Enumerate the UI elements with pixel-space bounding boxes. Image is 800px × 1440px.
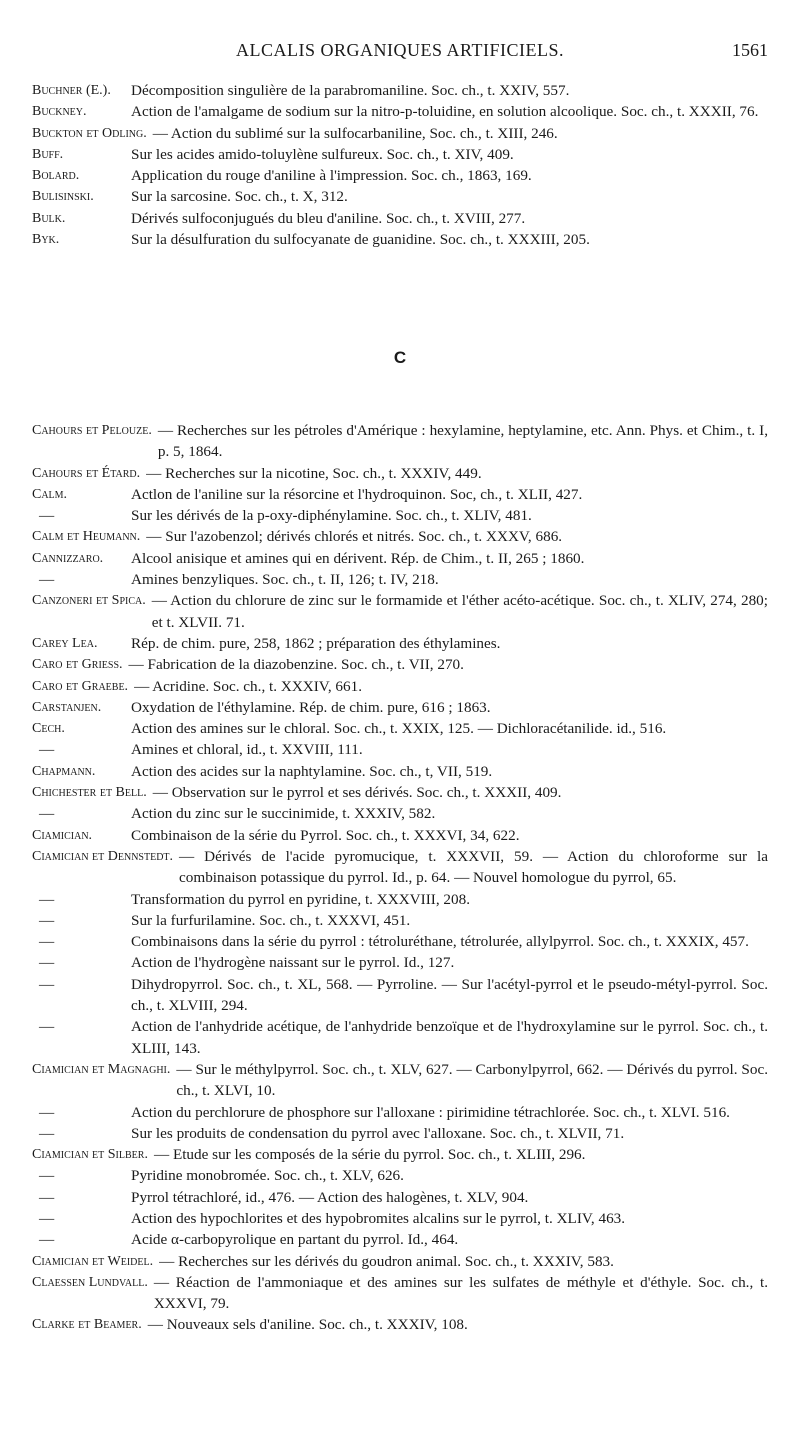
bibliography-entry [32, 101, 768, 122]
entries-c [32, 420, 768, 1336]
entry-author: Ciamician et Silber. [32, 1147, 148, 1163]
bibliography-entry [32, 1102, 768, 1123]
entry-text: — Réaction de l'ammoniaque et des amines sur les sulfates de méthyle et d'éthyle. Soc. ch., t. XXXVI, 79. [153, 1273, 768, 1313]
entry-author: Chapmann. [32, 763, 96, 779]
entry-author: Cahours et Pelouze. [32, 423, 152, 438]
bibliography-entry [32, 1059, 768, 1102]
entry-text: Sur les dérivés de la p-oxy-diphénylamine. Soc. ch., t. XLIV, 481. [131, 507, 532, 525]
entry-text: Sur la sarcosine. Soc. ch., t. X, 312. [131, 188, 348, 206]
bibliography-entry [32, 974, 768, 1017]
bibliography-entry [32, 739, 768, 760]
bibliography-entry [32, 484, 768, 505]
entry-text: — Sur le méthylpyrrol. Soc. ch., t. XLV, 627. — Carbonylpyrrol, 662. — Dérivés du pyrrol. Soc. ch., t. XLVI, 10. [176, 1060, 768, 1100]
entry-text: Amines benzyliques. Soc. ch., t. II, 126; t. IV, 218. [131, 571, 439, 589]
entry-author: Buff. [32, 146, 64, 162]
entry-text: — Action du chlorure de zinc sur le formamide et l'éther acéto-acétique. Soc. ch., t. XLIV, 274, 280; et t. XLVII. 71. [151, 592, 768, 631]
bibliography-entry [32, 825, 768, 846]
bibliography-entry [32, 1208, 768, 1229]
bibliography-entry [32, 590, 768, 633]
entry-author: Bolard. [32, 168, 80, 184]
bibliography-entry [32, 526, 768, 547]
ditto-dash: — [39, 1103, 55, 1121]
entry-text: Action des acides sur la naphtylamine. Soc. ch., t, VII, 519. [131, 762, 493, 780]
bibliography-entry [32, 1187, 768, 1208]
entry-text: Oxydation de l'éthylamine. Rép. de chim. pure, 616 ; 1863. [131, 698, 491, 716]
entry-text: — Nouveaux sels d'aniline. Soc. ch., t. XXXIV, 108. [147, 1316, 468, 1334]
bibliography-entry [32, 1314, 768, 1335]
entry-author: Clarke et Beamer. [32, 1317, 142, 1333]
ditto-dash: — [39, 805, 55, 823]
bibliography-entry [32, 846, 768, 889]
entry-text: Pyridine monobromée. Soc. ch., t. XLV, 626. [131, 1167, 404, 1185]
entry-text: Décomposition singulière de la parabromaniline. Soc. ch., t. XXIV, 557. [131, 82, 570, 99]
entry-author: Chichester et Bell. [32, 785, 147, 801]
bibliography-entry [32, 569, 768, 590]
entry-text: Action de l'anhydride acétique, de l'anhydride benzoïque et de l'hydroxylamine sur le pyrrol. Soc. ch., t. XLIII, 143. [131, 1018, 768, 1057]
entry-text: Dihydropyrrol. Soc. ch., t. XL, 568. — Pyrroline. — Sur l'acétyl-pyrrol et le pseudo-métyl-pyrrol. Soc. ch., t. XLVIII, 294. [131, 975, 768, 1015]
entry-text: Dérivés sulfoconjugués du bleu d'aniline. Soc. ch., t. XVIII, 277. [131, 209, 526, 227]
bibliography-entry [32, 208, 768, 229]
entry-text: Amines et chloral, id., t. XXVIII, 111. [131, 741, 363, 759]
entry-author: Caro et Griess. [32, 657, 123, 673]
ditto-dash: — [39, 571, 55, 589]
entry-text: Combinaison de la série du Pyrrol. Soc. ch., t. XXXVI, 34, 622. [131, 826, 520, 844]
bibliography-entry [32, 803, 768, 824]
ditto-dash: — [39, 1231, 55, 1249]
ditto-dash: — [39, 507, 55, 525]
bibliography-entry [32, 654, 768, 675]
entry-text: Application du rouge d'aniline à l'impression. Soc. ch., 1863, 169. [131, 167, 532, 185]
section-letter: C [393, 348, 407, 367]
entry-text: — Acridine. Soc. ch., t. XXXIV, 661. [134, 677, 362, 695]
entry-author: Buckton et Odling. [32, 125, 147, 141]
entry-text: Transformation du pyrrol en pyridine, t. XXXVIII, 208. [131, 890, 470, 908]
entry-text: Sur les produits de condensation du pyrrol avec l'alloxane. Soc. ch., t. XLVII, 71. [131, 1124, 625, 1142]
bibliography-entry [32, 782, 768, 803]
entry-text: Action des hypochlorites et des hypobromites alcalins sur le pyrrol, t. XLIV, 463. [131, 1209, 626, 1227]
entry-text: — Fabrication de la diazobenzine. Soc. ch., t. VII, 270. [128, 656, 464, 674]
entry-text: — Recherches sur les dérivés du goudron animal. Soc. ch., t. XXXIV, 583. [159, 1252, 614, 1270]
entry-author: Cahours et Étard. [32, 465, 141, 481]
bibliography-entry [32, 952, 768, 973]
running-title: ALCALIS ORGANIQUES ARTIFICIELS. [236, 40, 564, 60]
entry-author: Ciamician et Weidel. [32, 1253, 154, 1269]
entry-author: Buchner (E.). [32, 83, 111, 98]
bibliography-entry [32, 910, 768, 931]
bibliography-entry [32, 1272, 768, 1315]
entry-text: Action des amines sur le chloral. Soc. ch., t. XXIX, 125. — Dichloracétanilide. id., 516. [131, 720, 667, 738]
entry-text: Combinaisons dans la série du pyrrol : tétroluréthane, tétrolurée, allylpyrrol. Soc. ch., t. XXXIX, 457. [131, 933, 749, 951]
bibliography-entry [32, 718, 768, 739]
entry-text: — Dérivés de l'acide pyromucique, t. XXXVII, 59. — Action du chloroforme sur la combinaison potassique du pyrrol. Id., p. 64. — Nouvel homologue du pyrrol, 65. [179, 847, 768, 887]
entry-author: Bulisinski. [32, 189, 94, 205]
entry-text: Action de l'amalgame de sodium sur la nitro-p-toluidine, en solution alcoolique. Soc. ch., t. XXXII, 76. [131, 103, 759, 121]
bibliography-entry [32, 229, 768, 250]
entry-text: Pyrrol tétrachloré, id., 476. — Action des halogènes, t. XLV, 904. [131, 1188, 529, 1206]
entry-text: Rép. de chim. pure, 258, 1862 ; préparation des éthylamines. [131, 634, 501, 652]
bibliography-entry [32, 697, 768, 718]
ditto-dash: — [39, 1188, 55, 1206]
entry-author: Claessen Lundvall. [32, 1274, 148, 1290]
entry-author: Carstanjen. [32, 699, 102, 715]
page-header [32, 40, 768, 64]
bibliography-entry [32, 186, 768, 207]
entry-author: Carey Lea. [32, 635, 98, 651]
entry-author: Calm et Heumann. [32, 529, 141, 545]
bibliography-entry [32, 123, 768, 144]
ditto-dash: — [39, 975, 55, 993]
entry-author: Cech. [32, 721, 65, 737]
bibliography-entry [32, 548, 768, 569]
entry-text: Alcool anisique et amines qui en dérivent. Rép. de Chim., t. II, 265 ; 1860. [131, 549, 585, 567]
entry-author: Buckney. [32, 104, 87, 120]
ditto-dash: — [39, 933, 55, 951]
entry-author: Ciamician et Dennstedt. [32, 848, 174, 864]
bibliography-entry [32, 1123, 768, 1144]
entry-author: Calm. [32, 486, 68, 502]
entry-author: Caro et Graebe. [32, 678, 129, 694]
entry-text: — Sur l'azobenzol; dérivés chlorés et nitrés. Soc. ch., t. XXXV, 686. [146, 528, 563, 546]
entry-author: Canzoneri et Spica. [32, 593, 146, 609]
bibliography-entry [32, 1251, 768, 1272]
entry-author: Ciamician. [32, 827, 93, 843]
entry-text: Sur la furfurilamine. Soc. ch., t. XXXVI, 451. [131, 911, 411, 929]
entry-text: — Recherches sur les pétroles d'Amérique : hexylamine, heptylamine, etc. Ann. Phys. et Chim., t. I, p. 5, 1864. [157, 422, 768, 461]
entry-author: Bulk. [32, 210, 66, 226]
entry-text: Action du perchlorure de phosphore sur l'alloxane : pirimidine tétrachlorée. Soc. ch., t. XLVI. 516. [131, 1103, 730, 1121]
entry-text: Action de l'hydrogène naissant sur le pyrrol. Id., 127. [131, 954, 455, 972]
bibliography-entry [32, 1165, 768, 1186]
ditto-dash: — [39, 741, 55, 759]
entries-b [32, 80, 768, 250]
entry-text: — Action du sublimé sur la sulfocarbaniline, Soc. ch., t. XIII, 246. [152, 124, 558, 142]
ditto-dash: — [39, 911, 55, 929]
entry-text: Sur la désulfuration du sulfocyanate de guanidine. Soc. ch., t. XXXIII, 205. [131, 231, 590, 249]
entry-author: Ciamician et Magnaghi. [32, 1061, 171, 1077]
entry-text: Sur les acides amido-toluylène sulfureux. Soc. ch., t. XIV, 409. [131, 145, 514, 163]
entry-author: Cannizzaro. [32, 550, 104, 566]
bibliography-entry [32, 889, 768, 910]
ditto-dash: — [39, 1018, 55, 1036]
bibliography-entry [32, 931, 768, 952]
entry-text: — Etude sur les composés de la série du pyrrol. Soc. ch., t. XLIII, 296. [153, 1146, 586, 1164]
bibliography-entry [32, 165, 768, 186]
bibliography-entry [32, 633, 768, 654]
bibliography-entry [32, 505, 768, 526]
page-number: 1561 [732, 40, 768, 60]
bibliography-entry [32, 1144, 768, 1165]
bibliography-entry [32, 80, 768, 101]
bibliography-entry [32, 1229, 768, 1250]
entry-text: Action du zinc sur le succinimide, t. XXXIV, 582. [131, 805, 436, 823]
entry-author: Byk. [32, 232, 60, 248]
bibliography-entry [32, 676, 768, 697]
entry-text: Actlon de l'aniline sur la résorcine et l'hydroquinon. Soc, ch., t. XLII, 427. [131, 485, 583, 503]
bibliography-entry [32, 1016, 768, 1059]
ditto-dash: — [39, 954, 55, 972]
bibliography-entry [32, 420, 768, 463]
entry-text: — Observation sur le pyrrol et ses dérivés. Soc. ch., t. XXXII, 409. [152, 784, 562, 802]
entry-text: — Recherches sur la nicotine, Soc. ch., t. XXXIV, 449. [146, 464, 482, 482]
ditto-dash: — [39, 1209, 55, 1227]
bibliography-entry [32, 463, 768, 484]
bibliography-entry [32, 144, 768, 165]
bibliography-entry [32, 761, 768, 782]
ditto-dash: — [39, 1124, 55, 1142]
ditto-dash: — [39, 1167, 55, 1185]
ditto-dash: — [39, 890, 55, 908]
entry-text: Acide α-carbopyrolique en partant du pyrrol. Id., 464. [131, 1231, 459, 1249]
